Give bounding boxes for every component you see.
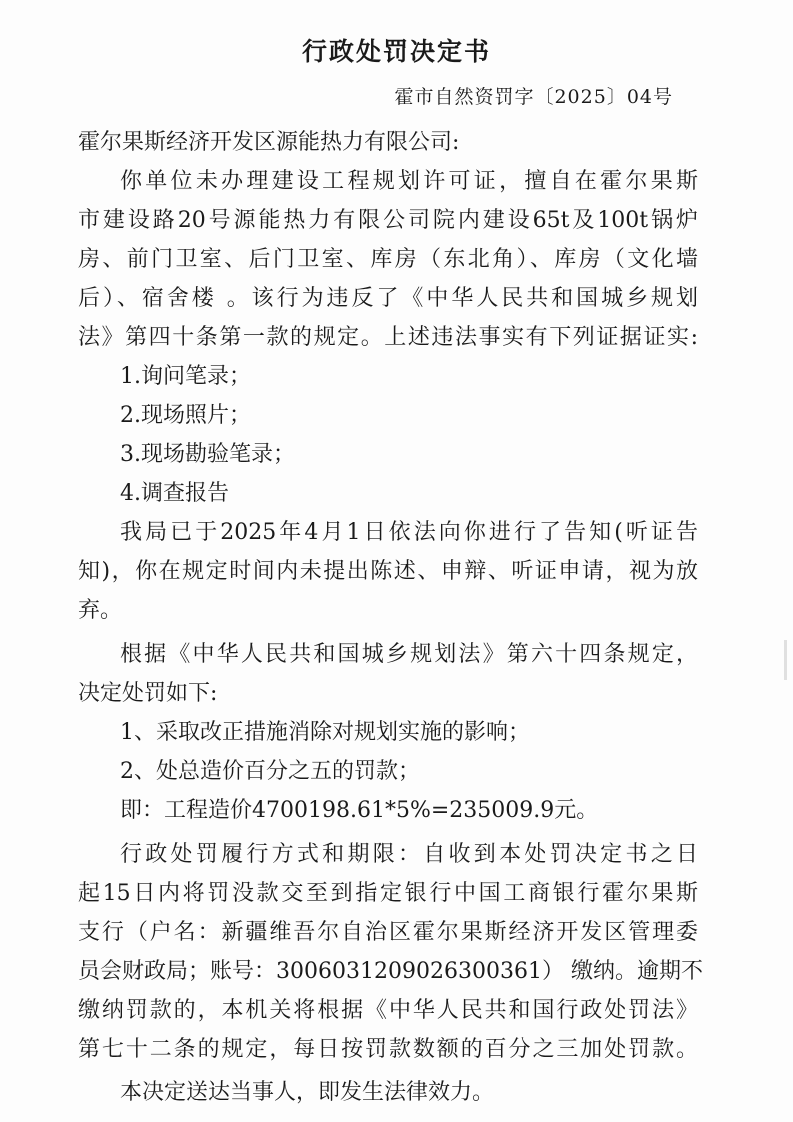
- paragraph-line: 法》第四十条第一款的规定。上述违法事实有下列证据证实:: [78, 325, 698, 350]
- evidence-item: 2.现场照片；: [120, 403, 251, 428]
- evidence-item: 1.询问笔录；: [120, 364, 251, 389]
- paragraph-line: 弃。: [78, 598, 123, 623]
- paragraph-line: 缴纳罚款的，本机关将根据《中华人民共和国行政处罚法》: [78, 998, 698, 1023]
- paragraph-line: 知)，你在规定时间内未提出陈述、申辩、听证申请，视为放: [78, 559, 698, 584]
- paragraph-line: 根据《中华人民共和国城乡规划法》第六十四条规定，: [120, 642, 698, 667]
- decision-item: 2、处总造价百分之五的罚款；: [120, 759, 420, 784]
- paragraph-line: 行政处罚履行方式和期限：自收到本处罚决定书之日: [120, 842, 698, 867]
- evidence-item: 4.调查报告: [120, 481, 229, 506]
- decision-item: 1、采取改正措施消除对规划实施的影响；: [120, 720, 530, 745]
- document-number: 霍市自然资罚字〔2025〕04号: [394, 86, 673, 108]
- paragraph-line: 房、前门卫室、后门卫室、库房（东北角）、库房（文化墙: [78, 247, 698, 272]
- scan-artifact: [784, 640, 787, 680]
- paragraph-line: 支行（户名：新疆维吾尔自治区霍尔果斯经济开发区管理委: [78, 920, 698, 945]
- paragraph-line: 第七十二条的规定，每日按罚款数额的百分之三加处罚款。: [78, 1037, 698, 1062]
- paragraph-line: 后）、宿舍楼 。该行为违反了《中华人民共和国城乡规划: [78, 286, 698, 311]
- closing-line: 本决定送达当事人，即发生法律效力。: [120, 1080, 495, 1105]
- paragraph-line: 你单位未办理建设工程规划许可证，擅自在霍尔果斯: [120, 169, 698, 194]
- paragraph-line: 决定处罚如下:: [78, 681, 218, 706]
- document-title: 行政处罚决定书: [301, 37, 491, 66]
- paragraph-line: 起15日内将罚没款交至到指定银行中国工商银行霍尔果斯: [78, 881, 698, 906]
- recipient-line: 霍尔果斯经济开发区源能热力有限公司:: [78, 130, 460, 155]
- paragraph-line: 我局已于2025年4月1日依法向你进行了告知(听证告: [120, 520, 698, 545]
- decision-item: 即：工程造价4700198.61*5%=235009.9元。: [120, 798, 599, 823]
- paragraph-line: 市建设路20号源能热力有限公司院内建设65t及100t锅炉: [78, 208, 698, 233]
- paragraph-line: 员会财政局；账号：3006031209026300361） 缴纳。逾期不: [78, 959, 703, 984]
- evidence-item: 3.现场勘验笔录；: [120, 442, 295, 467]
